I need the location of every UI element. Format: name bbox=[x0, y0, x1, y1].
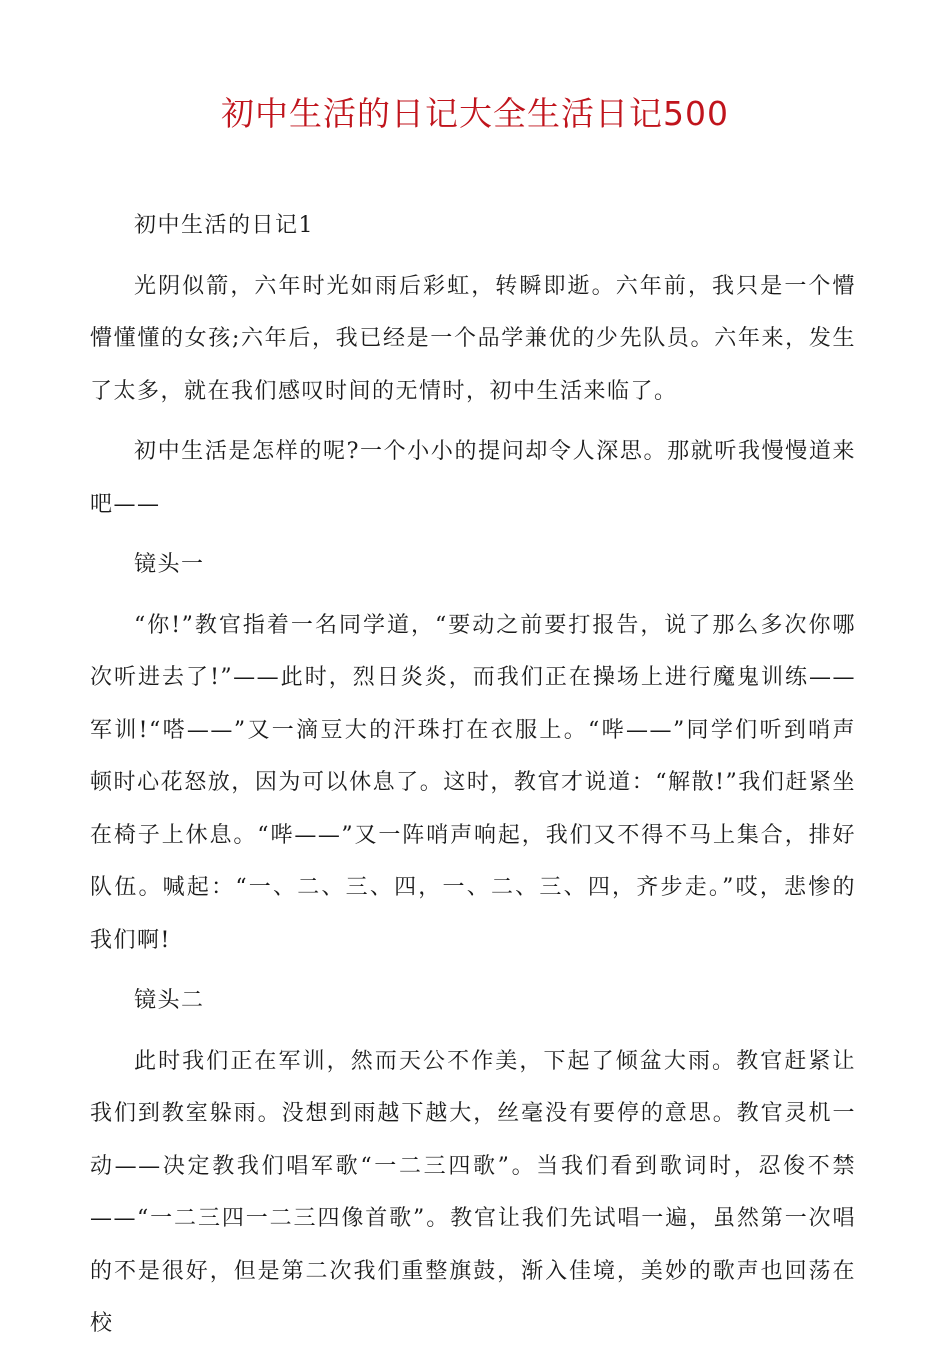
document-body bbox=[90, 200, 856, 1351]
paragraph: 光阴似箭，六年时光如雨后彩虹，转瞬即逝。六年前，我只是一个懵懵懂懂的女孩;六年后，我已经是一个品学兼优的少先队员。六年来，发生了太多，就在我们感叹时间的无情时，初中生活来临了。 bbox=[90, 273, 856, 404]
diary-heading: 初中生活的日记1 bbox=[134, 213, 314, 238]
section-heading: 镜头二 bbox=[134, 988, 205, 1013]
document-title: 初中生活的日记大全生活日记500 bbox=[221, 94, 729, 133]
section-heading: 镜头一 bbox=[134, 552, 205, 577]
paragraph: “你!”教官指着一名同学道，“要动之前要打报告，说了那么多次你哪次听进去了!”——此时，烈日炎炎，而我们正在操场上进行魔鬼训练——军训!“嗒——”又一滴豆大的汗珠打在衣服上。“哔——”同学们听到哨声顿时心花怒放，因为可以休息了。这时，教官才说道：“解散!”我们赶紧坐在椅子上休息。“哔——”又一阵哨声响起，我们又不得不马上集合，排好队伍。喊起：“一、二、三、四，一、二、三、四，齐步走。”哎，悲惨的我们啊! bbox=[90, 612, 856, 953]
paragraph: 初中生活是怎样的呢?一个小小的提问却令人深思。那就听我慢慢道来吧—— bbox=[90, 439, 856, 517]
paragraph: 此时我们正在军训，然而天公不作美，下起了倾盆大雨。教官赶紧让我们到教室躲雨。没想到雨越下越大，丝毫没有要停的意思。教官灵机一动——决定教我们唱军歌“一二三四歌”。当我们看到歌词时，忍俊不禁——“一二三四一二三四像首歌”。教官让我们先试唱一遍，虽然第一次唱的不是很好，但是第二次我们重整旗鼓，渐入佳境，美妙的歌声也回荡在校 bbox=[90, 1048, 856, 1336]
